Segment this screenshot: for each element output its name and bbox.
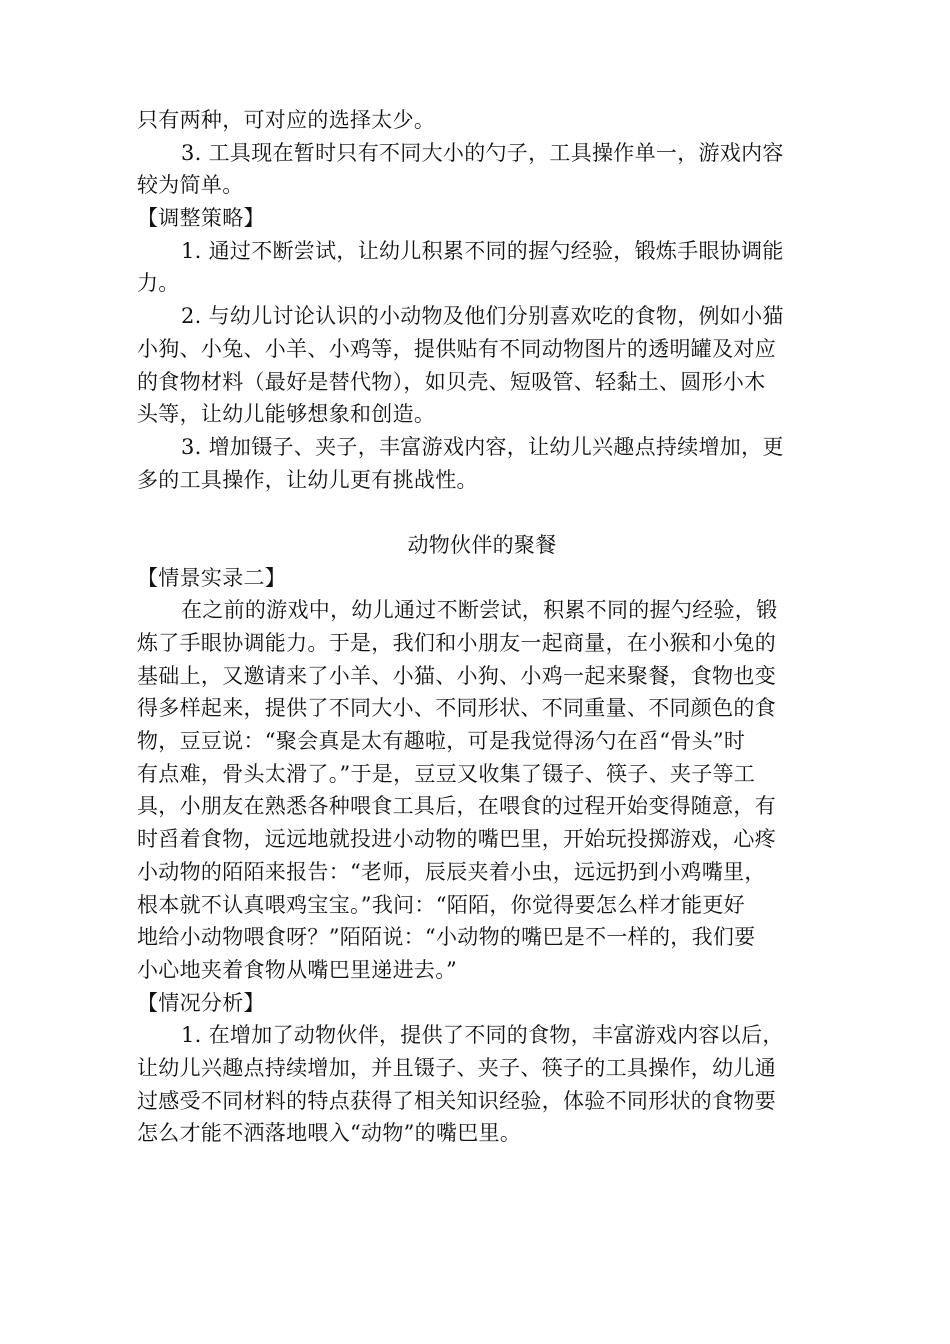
- paragraph-line: 2. 与幼儿讨论认识的小动物及他们分别喜欢吃的食物，例如小猫: [181, 304, 784, 329]
- paragraph-line: 根本就不认真喂鸡宝宝。”我问：“陌陌，你觉得要怎么样才能更好: [137, 892, 745, 917]
- paragraph-line: 炼了手眼协调能力。于是，我们和小朋友一起商量，在小猴和小兔的: [137, 631, 776, 655]
- paragraph-line: 地给小动物喂食呀？”陌陌说：“小动物的嘴巴是不一样的，我们要: [137, 925, 756, 950]
- section-title: 动物伙伴的聚餐: [407, 532, 557, 557]
- blank-line: [137, 496, 827, 529]
- section-heading: 【情景实录二】: [137, 565, 287, 590]
- paragraph-line: 怎么才能不洒落地喂入“动物”的嘴巴里。: [137, 1121, 522, 1146]
- paragraph-line: 1. 通过不断尝试，让幼儿积累不同的握勺经验，锻炼手眼协调能: [181, 238, 784, 263]
- paragraph-line: 3. 工具现在暂时只有不同大小的勺子，工具操作单一，游戏内容: [181, 140, 784, 165]
- paragraph-line: 3. 增加镊子、夹子，丰富游戏内容，让幼儿兴趣点持续增加，更: [181, 434, 784, 459]
- paragraph-line: 小动物的陌陌来报告：“老师，辰辰夹着小虫，远远扔到小鸡嘴里，: [137, 859, 766, 884]
- paragraph-line: 头等，让幼儿能够想象和创造。: [137, 402, 436, 427]
- paragraph-line: 时舀着食物，远远地就投进小动物的嘴巴里，开始玩投掷游戏，心疼: [137, 827, 776, 852]
- paragraph-line: 在之前的游戏中，幼儿通过不断尝试，积累不同的握勺经验，锻: [181, 598, 778, 623]
- paragraph-line: 多的工具操作，让幼儿更有挑战性。: [137, 467, 478, 492]
- paragraph-line: 较为简单。: [137, 173, 244, 198]
- paragraph-line: 基础上，又邀请来了小羊、小猫、小狗、小鸡一起来聚餐，食物也变: [137, 663, 776, 688]
- paragraph-line: 小狗、小兔、小羊、小鸡等，提供贴有不同动物图片的透明罐及对应: [137, 336, 776, 361]
- section-heading: 【调整策略】: [137, 206, 265, 231]
- paragraph-line: 过感受不同材料的特点获得了相关知识经验，体验不同形状的食物要: [137, 1088, 776, 1113]
- paragraph-line: 只有两种，可对应的选择太少。: [137, 108, 436, 132]
- paragraph-line: 力。: [137, 271, 180, 296]
- paragraph-line: 1. 在增加了动物伙伴，提供了不同的食物，丰富游戏内容以后，: [181, 1023, 784, 1048]
- paragraph-line: 具，小朋友在熟悉各种喂食工具后，在喂食的过程开始变得随意，有: [137, 794, 776, 819]
- paragraph-line: 物，豆豆说：“聚会真是太有趣啦，可是我觉得汤勺在舀“骨头”时: [137, 729, 746, 754]
- paragraph-line: 让幼儿兴趣点持续增加，并且镊子、夹子、筷子的工具操作，幼儿通: [137, 1055, 776, 1080]
- paragraph-line: 得多样起来，提供了不同大小、不同形状、不同重量、不同颜色的食: [137, 696, 776, 721]
- paragraph-line: 有点难，骨头太滑了。”于是，豆豆又收集了镊子、筷子、夹子等工: [137, 761, 756, 786]
- paragraph-line: 小心地夹着食物从嘴巴里递进去。”: [137, 957, 458, 982]
- document-page: [137, 104, 827, 1150]
- section-heading: 【情况分析】: [137, 990, 265, 1015]
- paragraph-line: 的食物材料（最好是替代物），如贝壳、短吸管、轻黏土、圆形小木: [137, 369, 766, 394]
